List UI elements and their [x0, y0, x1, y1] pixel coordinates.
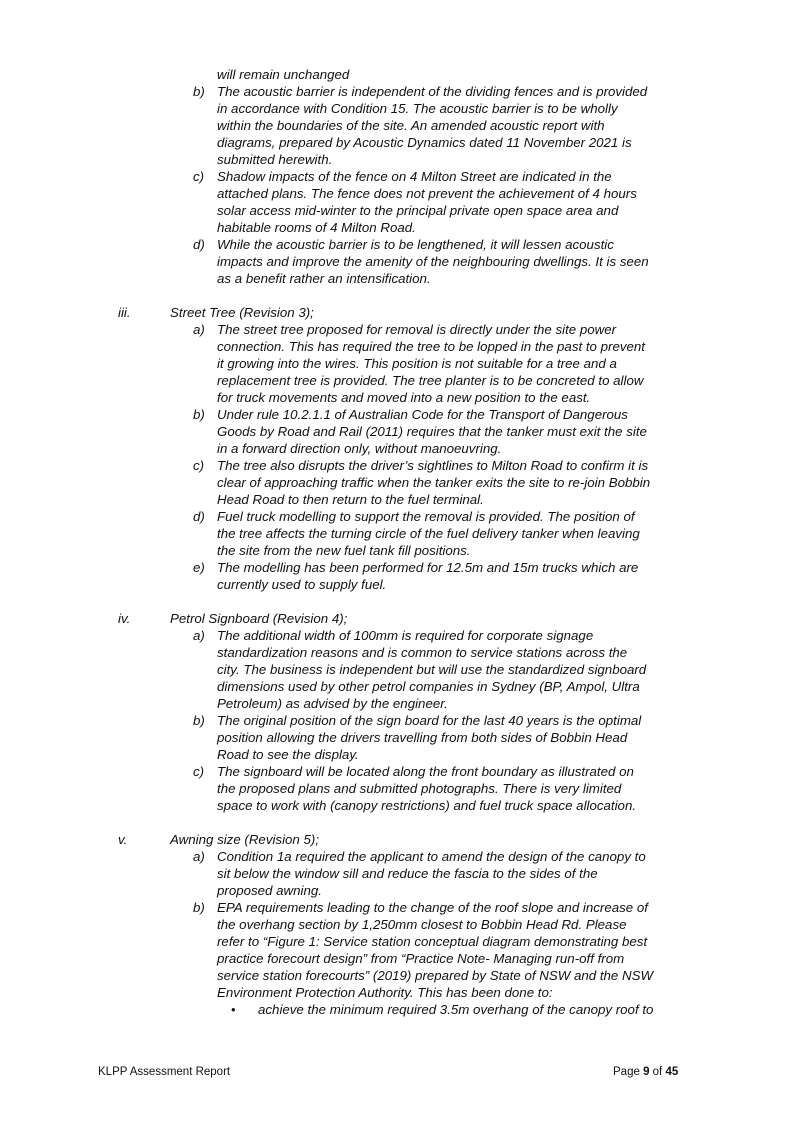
- item-marker: b): [193, 84, 205, 99]
- item-marker: c): [193, 458, 205, 473]
- item-line: clear of approaching traffic when the tanker exits the site to re-join Bobbin: [217, 475, 651, 490]
- item-line: The tree also disrupts the driver’s sightlines to Milton Road to confirm it is: [217, 458, 649, 473]
- item-line: solar access mid-winter to the principal private open space area and: [217, 203, 619, 218]
- item-line: connection. This has required the tree to be lopped in the past to prevent: [217, 339, 645, 354]
- item-line: submitted herewith.: [217, 152, 333, 167]
- item-line: position allowing the drivers travelling from both sides of Bobbin Head: [217, 730, 628, 745]
- item-marker: a): [193, 849, 205, 864]
- item-line: service station forecourts” (2019) prepared by State of NSW and the NSW: [217, 968, 654, 983]
- section-number: iii.: [118, 305, 131, 320]
- item-line: in accordance with Condition 15. The acoustic barrier is to be wholly: [217, 101, 618, 116]
- item-line: habitable rooms of 4 Milton Road.: [217, 220, 416, 235]
- item-line: Fuel truck modelling to support the removal is provided. The position of: [217, 509, 635, 524]
- item-line: impacts and improve the amenity of the neighbouring dwellings. It is seen: [217, 254, 649, 269]
- item-line: proposed awning.: [217, 883, 322, 898]
- item-marker: c): [193, 169, 205, 184]
- bullet-text: achieve the minimum required 3.5m overhang of the canopy roof to: [258, 1002, 654, 1017]
- item-line: attached plans. The fence does not prevent the achievement of 4 hours: [217, 186, 637, 201]
- item-line: it growing into the wires. This position is not suitable for a tree and a: [217, 356, 617, 371]
- footer-page-number: [613, 1065, 678, 1079]
- item-line: the overhang section by 1,250mm closest to Bobbin Head Rd. Please: [217, 917, 627, 932]
- item-line: The additional width of 100mm is required for corporate signage: [217, 628, 594, 643]
- continuation-line: will remain unchanged: [217, 67, 350, 82]
- bullet-icon: •: [231, 1002, 236, 1017]
- item-line: Shadow impacts of the fence on 4 Milton Street are indicated in the: [217, 169, 612, 184]
- item-line: Under rule 10.2.1.1 of Australian Code for the Transport of Dangerous: [217, 407, 628, 422]
- page-prefix: Page: [613, 1066, 644, 1078]
- item-line: The original position of the sign board for the last 40 years is the optimal: [217, 713, 642, 728]
- item-line: sit below the window sill and reduce the fascia to the sides of the: [217, 866, 598, 881]
- item-marker: a): [193, 322, 205, 337]
- item-line: as a benefit rather an intensification.: [217, 271, 431, 286]
- item-marker: c): [193, 764, 205, 779]
- section-title: Awning size (Revision 5);: [170, 832, 320, 847]
- item-marker: e): [193, 560, 205, 575]
- item-marker: d): [193, 509, 205, 524]
- item-marker: b): [193, 713, 205, 728]
- item-line: the proposed plans and submitted photographs. There is very limited: [217, 781, 622, 796]
- item-line: in a forward direction only, without manoeuvring.: [217, 441, 502, 456]
- page-current: 9: [643, 1066, 650, 1078]
- item-line: practice forecourt design” from “Practice Note- Managing run-off from: [217, 951, 625, 966]
- item-marker: d): [193, 237, 205, 252]
- section-title: Street Tree (Revision 3);: [170, 305, 314, 320]
- item-line: standardization reasons and is common to service stations across the: [217, 645, 628, 660]
- item-line: Petroleum) as advised by the engineer.: [217, 696, 448, 711]
- item-line: The street tree proposed for removal is directly under the site power: [217, 322, 617, 337]
- item-line: replacement tree is provided. The tree planter is to be concreted to allow: [217, 373, 644, 388]
- item-line: diagrams, prepared by Acoustic Dynamics dated 11 November 2021 is: [217, 135, 632, 150]
- item-line: The modelling has been performed for 12.5m and 15m trucks which are: [217, 560, 639, 575]
- section-number: v.: [118, 832, 128, 847]
- item-marker: a): [193, 628, 205, 643]
- item-line: Head Road to then return to the fuel terminal.: [217, 492, 484, 507]
- item-line: The signboard will be located along the front boundary as illustrated on: [217, 764, 634, 779]
- section-title: Petrol Signboard (Revision 4);: [170, 611, 348, 626]
- item-line: refer to “Figure 1: Service station conceptual diagram demonstrating best: [217, 934, 648, 949]
- item-line: city. The business is independent but will use the standardized signboard: [217, 662, 647, 677]
- item-line: EPA requirements leading to the change of the roof slope and increase of: [217, 900, 648, 915]
- footer-report-title: KLPP Assessment Report: [98, 1066, 231, 1078]
- item-line: the site from the new fuel tank fill positions.: [217, 543, 471, 558]
- item-line: While the acoustic barrier is to be lengthened, it will lessen acoustic: [217, 237, 614, 252]
- item-line: The acoustic barrier is independent of the dividing fences and is provided: [217, 84, 648, 99]
- item-line: dimensions used by other petrol companies in Sydney (BP, Ampol, Ultra: [217, 679, 640, 694]
- item-line: Condition 1a required the applicant to amend the design of the canopy to: [217, 849, 646, 864]
- page-of: of: [649, 1066, 666, 1078]
- section-number: iv.: [118, 611, 131, 626]
- item-line: Road to see the display.: [217, 747, 359, 762]
- item-line: space to work with (canopy restrictions) and fuel truck space allocation.: [217, 798, 637, 813]
- item-line: Goods by Road and Rail (2011) requires that the tanker must exit the site: [217, 424, 647, 439]
- item-line: for truck movements and moved into a new position to the east.: [217, 390, 591, 405]
- item-line: within the boundaries of the site. An amended acoustic report with: [217, 118, 605, 133]
- item-marker: b): [193, 900, 205, 915]
- item-line: Environment Protection Authority. This has been done to:: [217, 985, 553, 1000]
- page-total: 45: [665, 1066, 679, 1078]
- item-line: currently used to supply fuel.: [217, 577, 387, 592]
- item-line: the tree affects the turning circle of the fuel delivery tanker when leaving: [217, 526, 640, 541]
- item-marker: b): [193, 407, 205, 422]
